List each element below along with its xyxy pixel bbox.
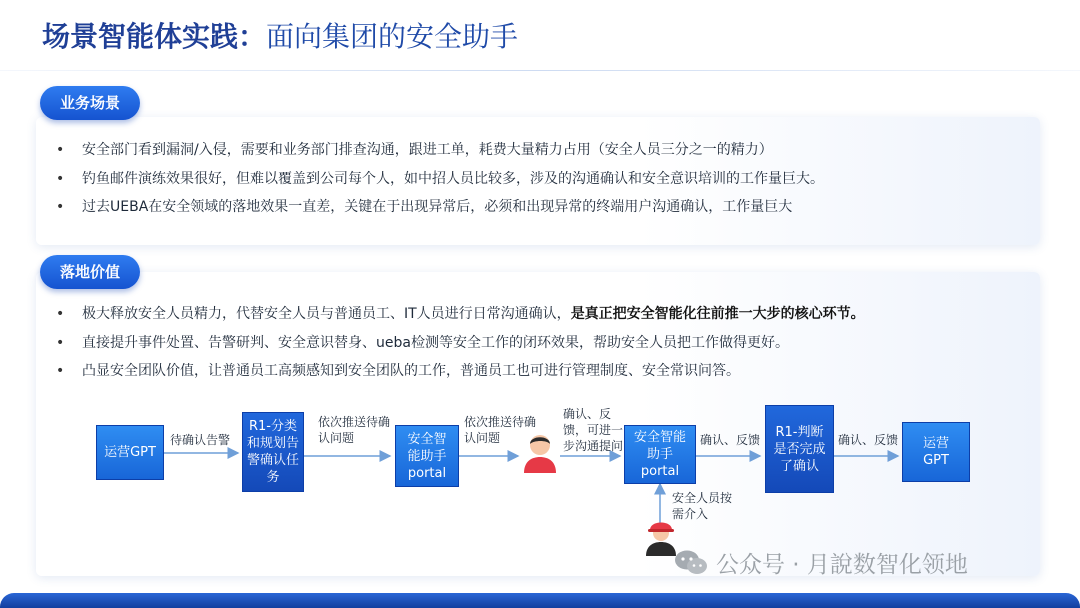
flow-node-portal-1 (395, 425, 459, 487)
flow-label-confirm-feedback-ask: 确认、反馈，可进一步沟通提问 (563, 407, 624, 453)
scenario-section-label: 业务场景 (40, 86, 140, 120)
flow-node-portal-2 (624, 425, 696, 484)
scenario-bullet-3: • 过去UEBA在安全领域的落地效果一直差，关键在于出现异常后，必须和出现异常的终端用户沟通确认，工作量巨大 (56, 193, 824, 222)
flow-label-push-questions-2: 依次推送待确认问题 (464, 415, 537, 445)
value-bullet-2: • 直接提升事件处置、告警研判、安全意识替身、ueba检测等安全工作的闭环效果，帮助安全人员把工作做得更好。 (56, 329, 865, 358)
flow-node-r1-judge (765, 405, 834, 493)
flow-label-confirm-feedback-2: 确认、反馈 (838, 433, 899, 447)
flow-node-5-label: R1-判断是否完成了确认 (773, 424, 826, 474)
value-bullet-1-text: 极大释放安全人员精力，代替安全人员与普通员工、IT人员进行日常沟通确认， (82, 306, 571, 322)
page-title-bold: 场景智能体实践： (42, 20, 267, 53)
flow-node-3-label: 安全智能助手portal (407, 431, 447, 481)
flow-node-ops-gpt-start (96, 425, 164, 480)
flow-node-ops-gpt-end (902, 422, 970, 482)
value-bullet-3: • 凸显安全团队价值，让普通员工高频感知到安全团队的工作，普通员工也可进行管理制度、安全常识问答。 (56, 357, 865, 386)
flow-node-6-label: 运营GPT (922, 436, 949, 468)
flow-label-staff-intervene: 安全人员按需介入 (672, 491, 733, 521)
flow-label-pending-alerts: 待确认告警 (170, 433, 231, 447)
wechat-icon (674, 549, 708, 577)
flow-label-push-questions-1: 依次推送待确认问题 (318, 415, 391, 445)
watermark (674, 546, 968, 579)
value-bullet-1-strong: 是真正把安全智能化往前推一大步的核心环节。 (570, 306, 865, 322)
employee-avatar-icon (520, 429, 560, 473)
watermark-text: 公众号 · 月說数智化领地 (716, 552, 968, 578)
scenario-bullet-1: • 安全部门看到漏洞/入侵，需要和业务部门排查沟通，跟进工单，耗费大量精力占用（安全人员三分之一的精力） (56, 136, 824, 165)
flow-node-2-label: R1-分类和规划告警确认任务 (247, 419, 300, 485)
scenario-bullet-2: • 钓鱼邮件演练效果很好，但难以覆盖到公司每个人，如中招人员比较多，涉及的沟通确认和安全意识培训的工作量巨大。 (56, 165, 824, 194)
flow-label-confirm-feedback-1: 确认、反馈 (700, 433, 761, 447)
flow-node-1-label: 运营GPT (104, 445, 156, 460)
bottom-accent-bar (0, 593, 1080, 608)
flow-node-r1-classify (242, 412, 304, 492)
flow-node-4-label: 安全智能助手portal (633, 430, 686, 479)
page-title-normal: 面向集团的安全助手 (266, 20, 519, 53)
value-section-label: 落地价值 (40, 255, 140, 289)
